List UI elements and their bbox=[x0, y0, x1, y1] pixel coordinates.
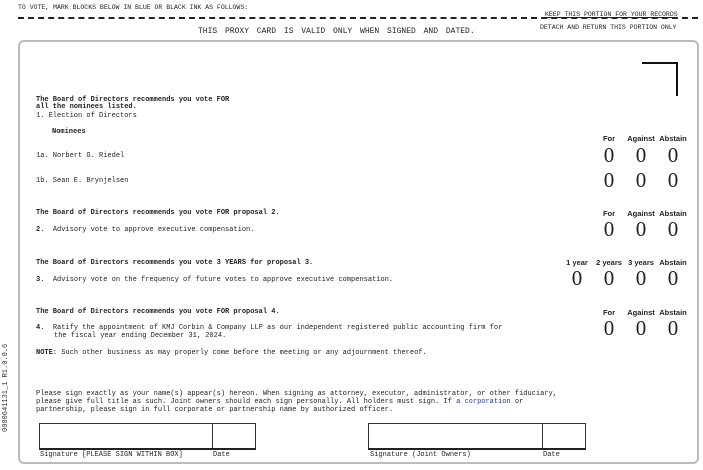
voting-instruction: TO VOTE, MARK BLOCKS BELOW IN BLUE OR BLACK INK AS FOLLOWS: bbox=[18, 4, 249, 11]
keep-portion-label: KEEP THIS PORTION FOR YOUR RECORDS bbox=[545, 11, 678, 18]
p2-number: 2. bbox=[36, 226, 45, 234]
joint-signature-label: Signature (Joint Owners) bbox=[370, 451, 471, 459]
vote-3-abstain[interactable]: 0 bbox=[667, 266, 679, 290]
sign-instructions-3: partnership, please sign in full corporate or partnership name by authorized officer. bbox=[36, 406, 394, 414]
vote-3-2years[interactable]: 0 bbox=[603, 266, 615, 290]
p4-col-against: Against bbox=[627, 308, 655, 317]
joint-signature-box[interactable] bbox=[368, 423, 586, 450]
document-code: 0000641131_1 R1.0.0.6 bbox=[2, 343, 10, 432]
vote-4-for[interactable]: 0 bbox=[603, 316, 615, 340]
p1-recommendation: The Board of Directors recommends you vote FOR bbox=[36, 96, 230, 104]
vote-1b-for[interactable]: 0 bbox=[603, 168, 615, 192]
p3-col-abstain: Abstain bbox=[659, 258, 687, 267]
vote-4-against[interactable]: 0 bbox=[635, 316, 647, 340]
p4-recommendation: The Board of Directors recommends you vote FOR proposal 4. bbox=[36, 308, 280, 316]
col-against: Against bbox=[627, 134, 655, 143]
signature-box[interactable] bbox=[39, 423, 256, 450]
date-label: Date bbox=[213, 451, 230, 459]
sign-instructions-1: Please sign exactly as your name(s) appear(s) hereon. When signing as attorney, executor, administrator, or other fiduciary, bbox=[36, 390, 557, 398]
joint-date-label: Date bbox=[543, 451, 560, 459]
p3-col-2years: 2 years bbox=[596, 258, 622, 267]
corporation-link[interactable]: a corporation bbox=[456, 398, 511, 406]
vote-3-3years[interactable]: 0 bbox=[635, 266, 647, 290]
p2-col-against: Against bbox=[627, 209, 655, 218]
vote-2-for[interactable]: 0 bbox=[603, 217, 615, 241]
note-label: NOTE: bbox=[36, 349, 58, 357]
p4-text: Ratify the appointment of KMJ Corbin & Company LLP as our independent registered public accounting firm for bbox=[52, 324, 503, 332]
p4-col-abstain: Abstain bbox=[659, 308, 687, 317]
detach-portion-label: DETACH AND RETURN THIS PORTION ONLY bbox=[540, 24, 677, 31]
p3-col-3years: 3 years bbox=[628, 258, 654, 267]
sign-instructions-2: please give full title as such. Joint owners should each sign personally. All holders must sign. If bbox=[36, 398, 457, 406]
detach-line bbox=[18, 17, 698, 19]
signature-label: Signature [PLEASE SIGN WITHIN BOX] bbox=[40, 451, 183, 459]
nominees-heading: Nominees bbox=[52, 128, 86, 136]
p4-number: 4. bbox=[36, 324, 45, 332]
vote-3-1year[interactable]: 0 bbox=[571, 266, 583, 290]
col-for: For bbox=[602, 134, 616, 143]
col-abstain: Abstain bbox=[659, 134, 687, 143]
p2-col-for: For bbox=[602, 209, 616, 218]
vote-4-abstain[interactable]: 0 bbox=[667, 316, 679, 340]
sign-instructions-2b: or bbox=[510, 398, 524, 406]
p1-title: 1. Election of Directors bbox=[36, 112, 137, 120]
note-text: Such other business as may properly come before the meeting or any adjournment thereof. bbox=[61, 349, 427, 357]
nominee-1b: 1b. Sean E. Brynjelsen bbox=[36, 177, 129, 185]
p3-text: Advisory vote on the frequency of future votes to approve executive compensation. bbox=[52, 276, 394, 284]
vote-1a-against[interactable]: 0 bbox=[635, 143, 647, 167]
p2-recommendation: The Board of Directors recommends you vote FOR proposal 2. bbox=[36, 209, 280, 217]
p2-col-abstain: Abstain bbox=[659, 209, 687, 218]
vote-2-against[interactable]: 0 bbox=[635, 217, 647, 241]
vote-1a-for[interactable]: 0 bbox=[603, 143, 615, 167]
p3-number: 3. bbox=[36, 276, 45, 284]
vote-1a-abstain[interactable]: 0 bbox=[667, 143, 679, 167]
p4-col-for: For bbox=[602, 308, 616, 317]
nominee-1a: 1a. Norbert G. Riedel bbox=[36, 152, 125, 160]
p2-text: Advisory vote to approve executive compensation. bbox=[52, 226, 255, 234]
vote-1b-against[interactable]: 0 bbox=[635, 168, 647, 192]
vote-2-abstain[interactable]: 0 bbox=[667, 217, 679, 241]
p3-recommendation: The Board of Directors recommends you vote 3 YEARS for proposal 3. bbox=[36, 259, 314, 267]
validity-notice: THIS PROXY CARD IS VALID ONLY WHEN SIGNED AND DATED. bbox=[198, 27, 475, 36]
p1-recommendation-2: all the nominees listed. bbox=[36, 103, 137, 111]
corner-registration-mark bbox=[642, 62, 678, 96]
vote-1b-abstain[interactable]: 0 bbox=[667, 168, 679, 192]
p3-col-1year: 1 year bbox=[566, 258, 588, 267]
p4-text-2: the fiscal year ending December 31, 2024. bbox=[54, 332, 227, 340]
